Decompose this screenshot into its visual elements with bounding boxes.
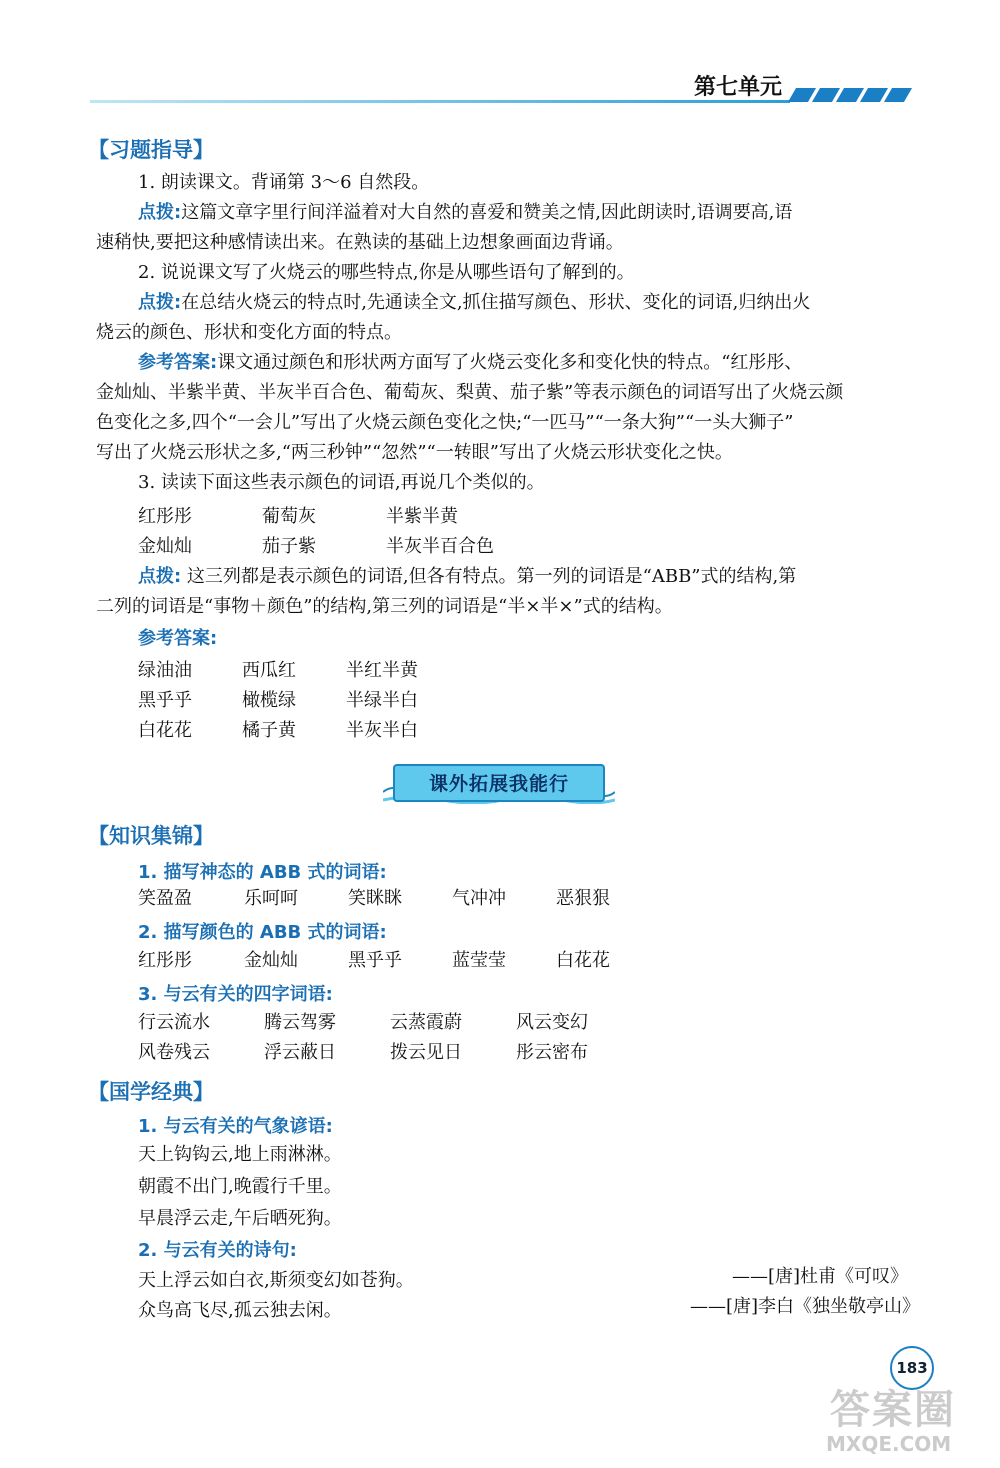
q3-word: 红彤彤	[138, 506, 192, 527]
knowledge-word: 乐呵呵	[244, 888, 298, 909]
tip-label: 点拨:	[138, 202, 182, 223]
proverb-line: 天上钩钩云,地上雨淋淋。	[138, 1144, 342, 1165]
poem-line: 众鸟高飞尽,孤云独去闲。	[138, 1300, 342, 1321]
unit-title: 第七单元	[694, 75, 783, 100]
knowledge-phrase: 风卷残云	[138, 1042, 210, 1063]
classics-title: 【国学经典】	[88, 1080, 214, 1104]
exercise-guide-title: 【习题指导】	[88, 138, 214, 162]
q3-word: 葡萄灰	[262, 506, 316, 527]
knowledge-word: 气冲冲	[452, 888, 506, 909]
knowledge-phrase: 行云流水	[138, 1012, 210, 1033]
q3-tip-line-2: 二列的词语是“事物＋颜色”的结构,第三列的词语是“半×半×”式的结构。	[96, 596, 673, 617]
poem-citation: ——[唐]李白《独坐敬亭山》	[690, 1296, 921, 1317]
q3-answer-word: 半红半黄	[346, 660, 418, 681]
q3-answer-word: 半灰半白	[346, 720, 418, 741]
knowledge-word: 白花花	[556, 950, 610, 971]
q3-word: 茄子紫	[262, 536, 316, 557]
knowledge-heading-3: 3. 与云有关的四字词语:	[138, 984, 333, 1005]
q2-tip-line-2: 烧云的颜色、形状和变化方面的特点。	[96, 322, 402, 343]
q2-answer-line-1	[138, 348, 802, 378]
q3-word: 半灰半百合色	[386, 536, 494, 557]
q2-answer-line-4: 写出了火烧云形状之多,“两三秒钟”“忽然”“一转眼”写出了火烧云形状变化之快。	[96, 442, 733, 463]
classics-heading-2: 2. 与云有关的诗句:	[138, 1240, 297, 1261]
q3-answer-word: 半绿半白	[346, 690, 418, 711]
knowledge-phrase: 拨云见日	[390, 1042, 462, 1063]
q1-text: 1. 朗读课文。背诵第 3～6 自然段。	[138, 172, 430, 193]
proverb-line: 朝霞不出门,晚霞行千里。	[138, 1176, 342, 1197]
knowledge-word: 蓝莹莹	[452, 950, 506, 971]
q3-answer-label	[138, 624, 217, 654]
q2-answer-line-3: 色变化之多,四个“一会儿”写出了火烧云颜色变化之快;“一匹马”“一条大狗”“一头大狮子”	[96, 412, 794, 433]
q3-word: 金灿灿	[138, 536, 192, 557]
knowledge-phrase: 彤云密布	[516, 1042, 588, 1063]
q3-answer-word: 橄榄绿	[242, 690, 296, 711]
q3-tip-text-a: 这三列都是表示颜色的词语,但各有特点。第一列的词语是“ABB”式的结构,第	[181, 566, 797, 587]
knowledge-phrase: 风云变幻	[516, 1012, 588, 1033]
q1-tip-line-1	[138, 198, 792, 228]
watermark-logo: 答案圈	[830, 1387, 956, 1433]
page-number: 183	[890, 1346, 934, 1390]
header-rule	[90, 100, 790, 103]
q3-answer-word: 白花花	[138, 720, 192, 741]
q3-tip-line-1	[138, 562, 796, 592]
q1-tip-line-2: 速稍快,要把这种感情读出来。在熟读的基础上边想象画面边背诵。	[96, 232, 624, 253]
knowledge-phrase: 云蒸霞蔚	[390, 1012, 462, 1033]
knowledge-word: 恶狠狠	[556, 888, 610, 909]
classics-heading-1: 1. 与云有关的气象谚语:	[138, 1116, 333, 1137]
section-banner	[383, 762, 615, 804]
q2-tip-line-1	[138, 288, 810, 318]
q2-text: 2. 说说课文写了火烧云的哪些特点,你是从哪些语句了解到的。	[138, 262, 635, 283]
knowledge-title: 【知识集锦】	[88, 824, 214, 848]
banner-label: 课外拓展我能行	[428, 773, 569, 795]
knowledge-phrase: 浮云蔽日	[264, 1042, 336, 1063]
poem-line: 天上浮云如白衣,斯须变幻如苍狗。	[138, 1270, 414, 1291]
knowledge-word: 笑盈盈	[138, 888, 192, 909]
knowledge-word: 黑乎乎	[348, 950, 402, 971]
q1-tip-text-a: 这篇文章字里行间洋溢着对大自然的喜爱和赞美之情,因此朗读时,语调要高,语	[181, 202, 793, 223]
q2-tip-text-a: 在总结火烧云的特点时,先通读全文,抓住描写颜色、形状、变化的词语,归纳出火	[181, 292, 811, 313]
proverb-line: 早晨浮云走,午后晒死狗。	[138, 1208, 342, 1229]
knowledge-word: 笑眯眯	[348, 888, 402, 909]
q3-text: 3. 读读下面这些表示颜色的词语,再说几个类似的。	[138, 472, 545, 493]
q2-answer-line-2: 金灿灿、半紫半黄、半灰半百合色、葡萄灰、梨黄、茄子紫”等表示颜色的词语写出了火烧云颜	[96, 382, 844, 403]
tip-label: 点拨:	[138, 566, 182, 587]
header-stripes-decoration	[788, 88, 908, 104]
answer-label: 参考答案:	[138, 628, 218, 649]
q2-answer-text-a: 课文通过颜色和形状两方面写了火烧云变化多和变化快的特点。“红彤彤、	[217, 352, 803, 373]
knowledge-word: 金灿灿	[244, 950, 298, 971]
answer-label: 参考答案:	[138, 352, 218, 373]
q3-word: 半紫半黄	[386, 506, 458, 527]
q3-answer-word: 绿油油	[138, 660, 192, 681]
knowledge-heading-1: 1. 描写神态的 ABB 式的词语:	[138, 862, 387, 883]
tip-label: 点拨:	[138, 292, 182, 313]
q3-answer-word: 橘子黄	[242, 720, 296, 741]
knowledge-word: 红彤彤	[138, 950, 192, 971]
watermark-url: MXQE.COM	[826, 1432, 952, 1456]
q3-answer-word: 黑乎乎	[138, 690, 192, 711]
knowledge-heading-2: 2. 描写颜色的 ABB 式的词语:	[138, 922, 387, 943]
poem-citation: ——[唐]杜甫《可叹》	[732, 1266, 909, 1287]
q3-answer-word: 西瓜红	[242, 660, 296, 681]
knowledge-phrase: 腾云驾雾	[264, 1012, 336, 1033]
